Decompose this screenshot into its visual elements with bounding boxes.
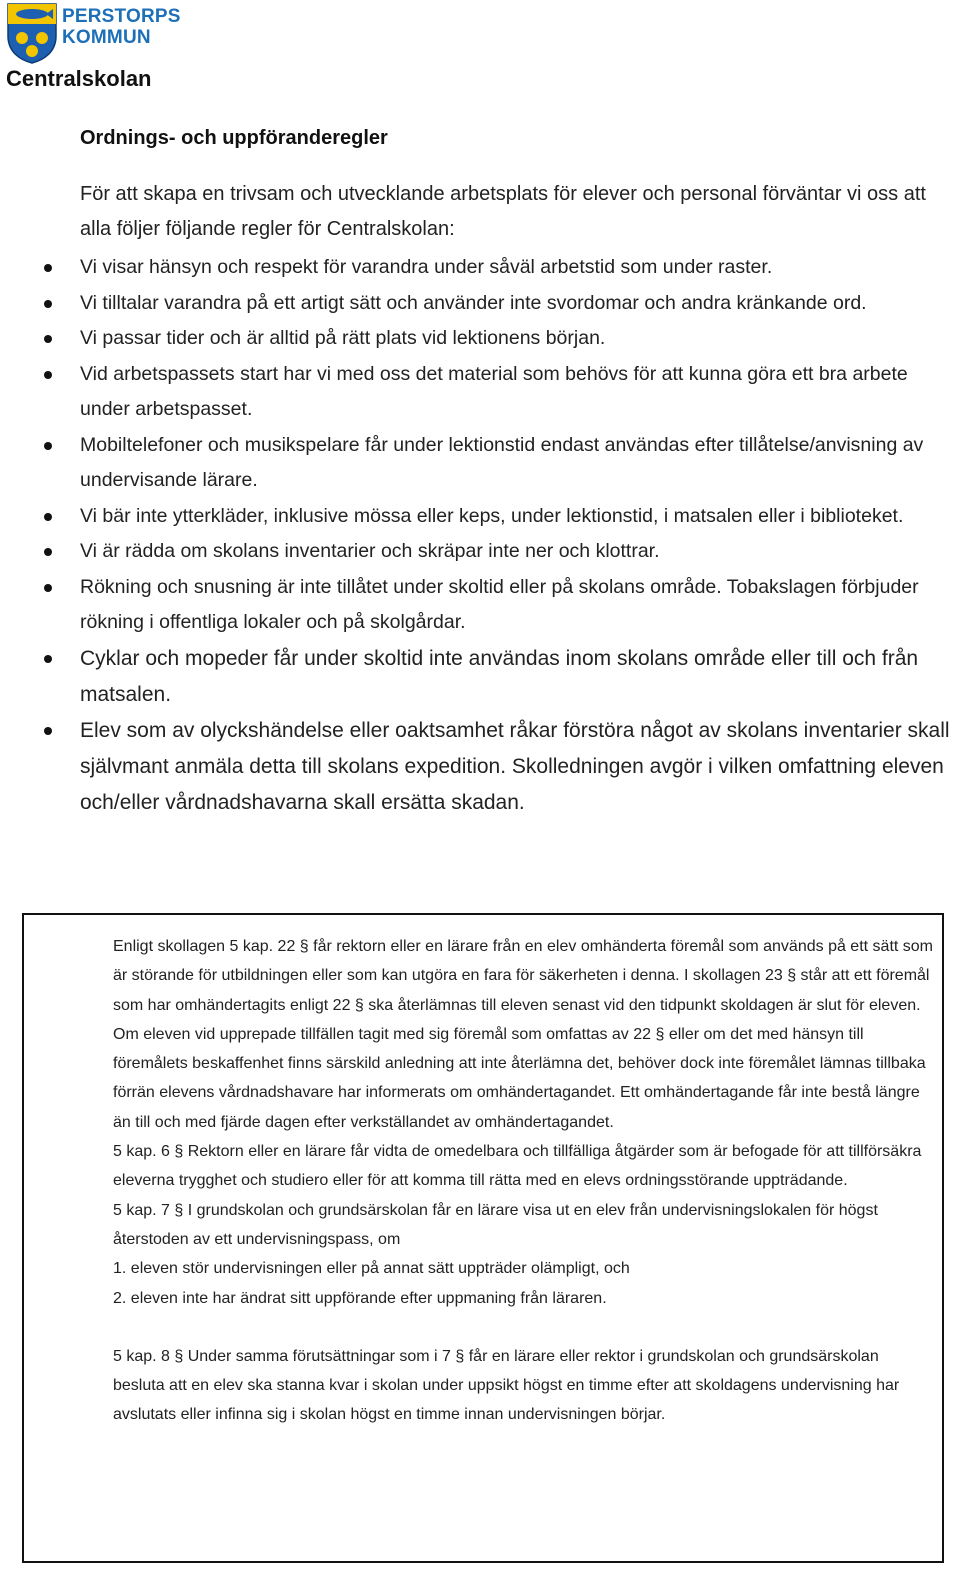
bullet-icon [44,584,52,592]
perstorp-coat-of-arms-icon [6,2,58,64]
bullet-icon [44,371,52,379]
legal-list-item: 1. eleven stör undervisningen eller på annat sätt uppträder olämpligt, och [113,1260,630,1278]
rule-item [0,428,952,499]
rule-item [0,713,952,821]
rule-item [0,534,952,570]
bullet-icon [44,300,52,308]
legal-paragraph: 5 kap. 6 § Rektorn eller en lärare får vidta de omedelbara och tillfälliga åtgärder som är befogade för att tillförsäkra eleverna trygghet och studiero eller för att komma till rätta med en elevs ordningsstörande uppträdande. [113,1143,922,1190]
document-title: Ordnings- och uppföranderegler [80,127,388,149]
legal-paragraph: 5 kap. 7 § I grundskolan och grundsärskolan får en lärare visa ut en elev från undervisningslokalen för högst återstoden av ett undervisningspass, om [113,1201,878,1248]
legal-info-text [113,932,933,1430]
spacer [113,1313,933,1342]
logo-line-1: PERSTORPS [62,6,181,27]
legal-paragraph: 5 kap. 8 § Under samma förutsättningar som i 7 § får en lärare eller rektor i grundskolan och grundsärskolan besluta att en elev ska stanna kvar i skolan under uppsikt högst en timme efter att skoldagens undervisning har avslutats eller infinna sig i skolan högst en timme innan undervisningen börjar. [113,1347,900,1424]
bullet-icon [44,727,52,735]
municipality-logo [6,2,196,64]
bullet-icon [44,548,52,556]
rule-item [0,570,952,641]
rule-text: Mobiltelefoner och musikspelare får under lektionstid endast användas efter tillåtelse/anvisning av undervisande lärare. [80,433,924,491]
rule-text: Vi visar hänsyn och respekt för varandra under såväl arbetstid som under raster. [80,256,773,278]
logo-text [62,6,181,48]
rule-text: Vi passar tider och är alltid på rätt plats vid lektionens början. [80,327,606,349]
school-name: Centralskolan [6,66,152,91]
rule-item [0,321,952,357]
bullet-icon [44,335,52,343]
legal-list-item: 2. eleven inte har ändrat sitt uppförande efter uppmaning från läraren. [113,1289,607,1307]
rule-text: Elev som av olyckshändelse eller oaktsamhet råkar förstöra något av skolans inventarier skall självmant anmäla detta till skolans expedition. Skolledningen avgör i vilken omfattning eleven och/eller vårdnadshavarna skall ersätta skadan. [80,718,950,814]
rule-text: Vid arbetspassets start har vi med oss det material som behövs för att kunna göra ett bra arbete under arbetspasset. [80,362,908,420]
rule-text: Vi är rädda om skolans inventarier och skräpar inte ner och klottrar. [80,540,660,562]
bullet-icon [44,655,52,663]
rule-text: Rökning och snusning är inte tillåtet under skoltid eller på skolans område. Tobakslagen förbjuder rökning i offentliga lokaler och på skolgårdar. [80,575,919,633]
legal-paragraph: Enligt skollagen 5 kap. 22 § får rektorn eller en lärare från en elev omhänderta föremål som används på ett sätt som är störande för utbildningen eller som kan utgöra en fara för säkerheten i denna. I skollagen 23 § står att ett föremål som har omhändertagits enligt 22 § ska återlämnas till eleven senast vid den tidpunkt skoldagen är slut för eleven. Om eleven vid upprepade tillfällen tagit med sig föremål som omfattas av 22 § eller om det med hänsyn till föremålets beskaffenhet finns särskild anledning att inte återlämna det, behöver dock inte föremålet lämnas tillbaka förrän elevens vårdnadshavare har informerats om omhändertagandet. Ett omhändertagande får inte bestå längre än till och med fjärde dagen efter verkställandet av omhändertagandet. [113,938,933,1131]
rules-list [0,250,952,821]
logo-line-2: KOMMUN [62,27,151,48]
legal-info-box [22,913,944,1563]
rule-text: Vi tilltalar varandra på ett artigt sätt och använder inte svordomar och andra kränkande ord. [80,291,867,314]
rule-item [0,286,952,322]
bullet-icon [44,442,52,450]
rule-text: Vi bär inte ytterkläder, inklusive mössa eller keps, under lektionstid, i matsalen eller i biblioteket. [80,504,904,527]
intro-paragraph: För att skapa en trivsam och utvecklande arbetsplats för elever och personal förväntar vi oss att alla följer följande regler för Centralskolan: [80,183,926,240]
bullet-icon [44,264,52,272]
rule-item [0,357,952,428]
rule-item [0,641,952,713]
bullet-icon [44,513,52,521]
rule-item [0,499,952,535]
rule-text: Cyklar och mopeder får under skoltid inte användas inom skolans område eller till och från matsalen. [80,646,919,706]
rule-item [0,250,952,286]
